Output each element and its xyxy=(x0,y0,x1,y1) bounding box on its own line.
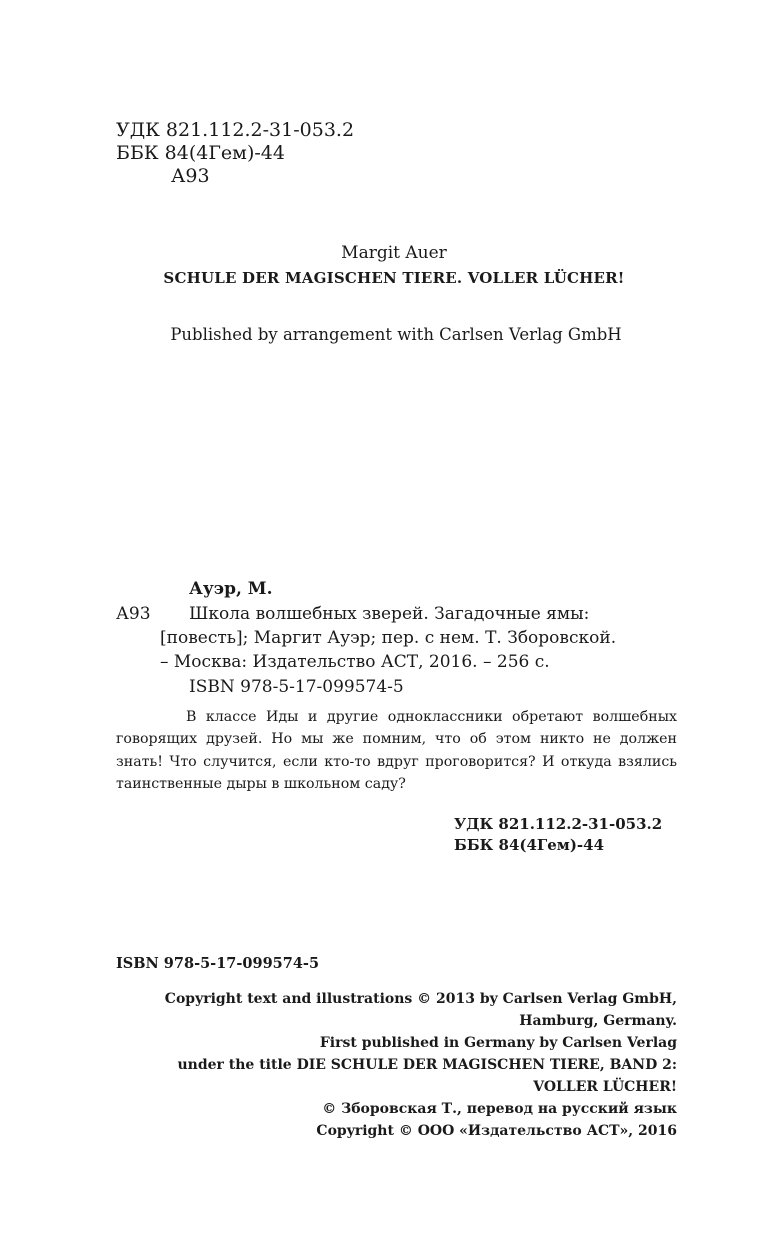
copyright-line: VOLLER LÜCHER! xyxy=(533,1079,677,1095)
udk-code: УДК 821.112.2-31-053.2 xyxy=(116,119,355,141)
catalog-annotation: В классе Иды и другие одноклассники обретают волшебных говорящих друзей. Но мы же помним, что об этом никто не должен знать! Что случится, если кто-то вдруг проговорится? И откуда взялись таинственные дыры в школьном саду? xyxy=(116,709,677,792)
catalog-udk: УДК 821.112.2-31-053.2 xyxy=(454,815,663,833)
copyright-line: Copyright text and illustrations © 2013 by Carlsen Verlag GmbH, xyxy=(164,991,677,1007)
catalog-author: Ауэр, М. xyxy=(189,579,273,599)
original-author: Margit Auer xyxy=(341,243,447,263)
catalog-line-imprint: – Москва: Издательство АСТ, 2016. – 256 с. xyxy=(160,652,550,672)
catalog-isbn: ISBN 978-5-17-099574-5 xyxy=(189,677,404,697)
original-title: SCHULE DER MAGISCHEN TIERE. VOLLER LÜCHER! xyxy=(163,269,625,287)
catalog-bbk: ББК 84(4Гем)-44 xyxy=(454,836,605,854)
author-mark: А93 xyxy=(171,165,210,187)
published-by-note: Published by arrangement with Carlsen Verlag GmbH xyxy=(170,325,622,344)
bottom-isbn: ISBN 978-5-17-099574-5 xyxy=(116,955,320,972)
catalog-line-credits: [повесть]; Маргит Ауэр; пер. с нем. Т. Зборовской. xyxy=(160,628,617,648)
copyright-line: Hamburg, Germany. xyxy=(519,1013,677,1029)
catalog-author-mark: А93 xyxy=(116,604,151,624)
bbk-code: ББК 84(4Гем)-44 xyxy=(116,142,285,164)
copyright-line: © Зборовская Т., перевод на русский язык xyxy=(322,1101,677,1117)
catalog-line-title: Школа волшебных зверей. Загадочные ямы: xyxy=(189,604,590,624)
copyright-line: First published in Germany by Carlsen Verlag xyxy=(319,1035,677,1051)
copyright-line: under the title DIE SCHULE DER MAGISCHEN TIERE, BAND 2: xyxy=(177,1057,677,1073)
copyright-block xyxy=(77,988,677,1142)
copyright-line: Copyright © ООО «Издательство АСТ», 2016 xyxy=(316,1123,677,1139)
